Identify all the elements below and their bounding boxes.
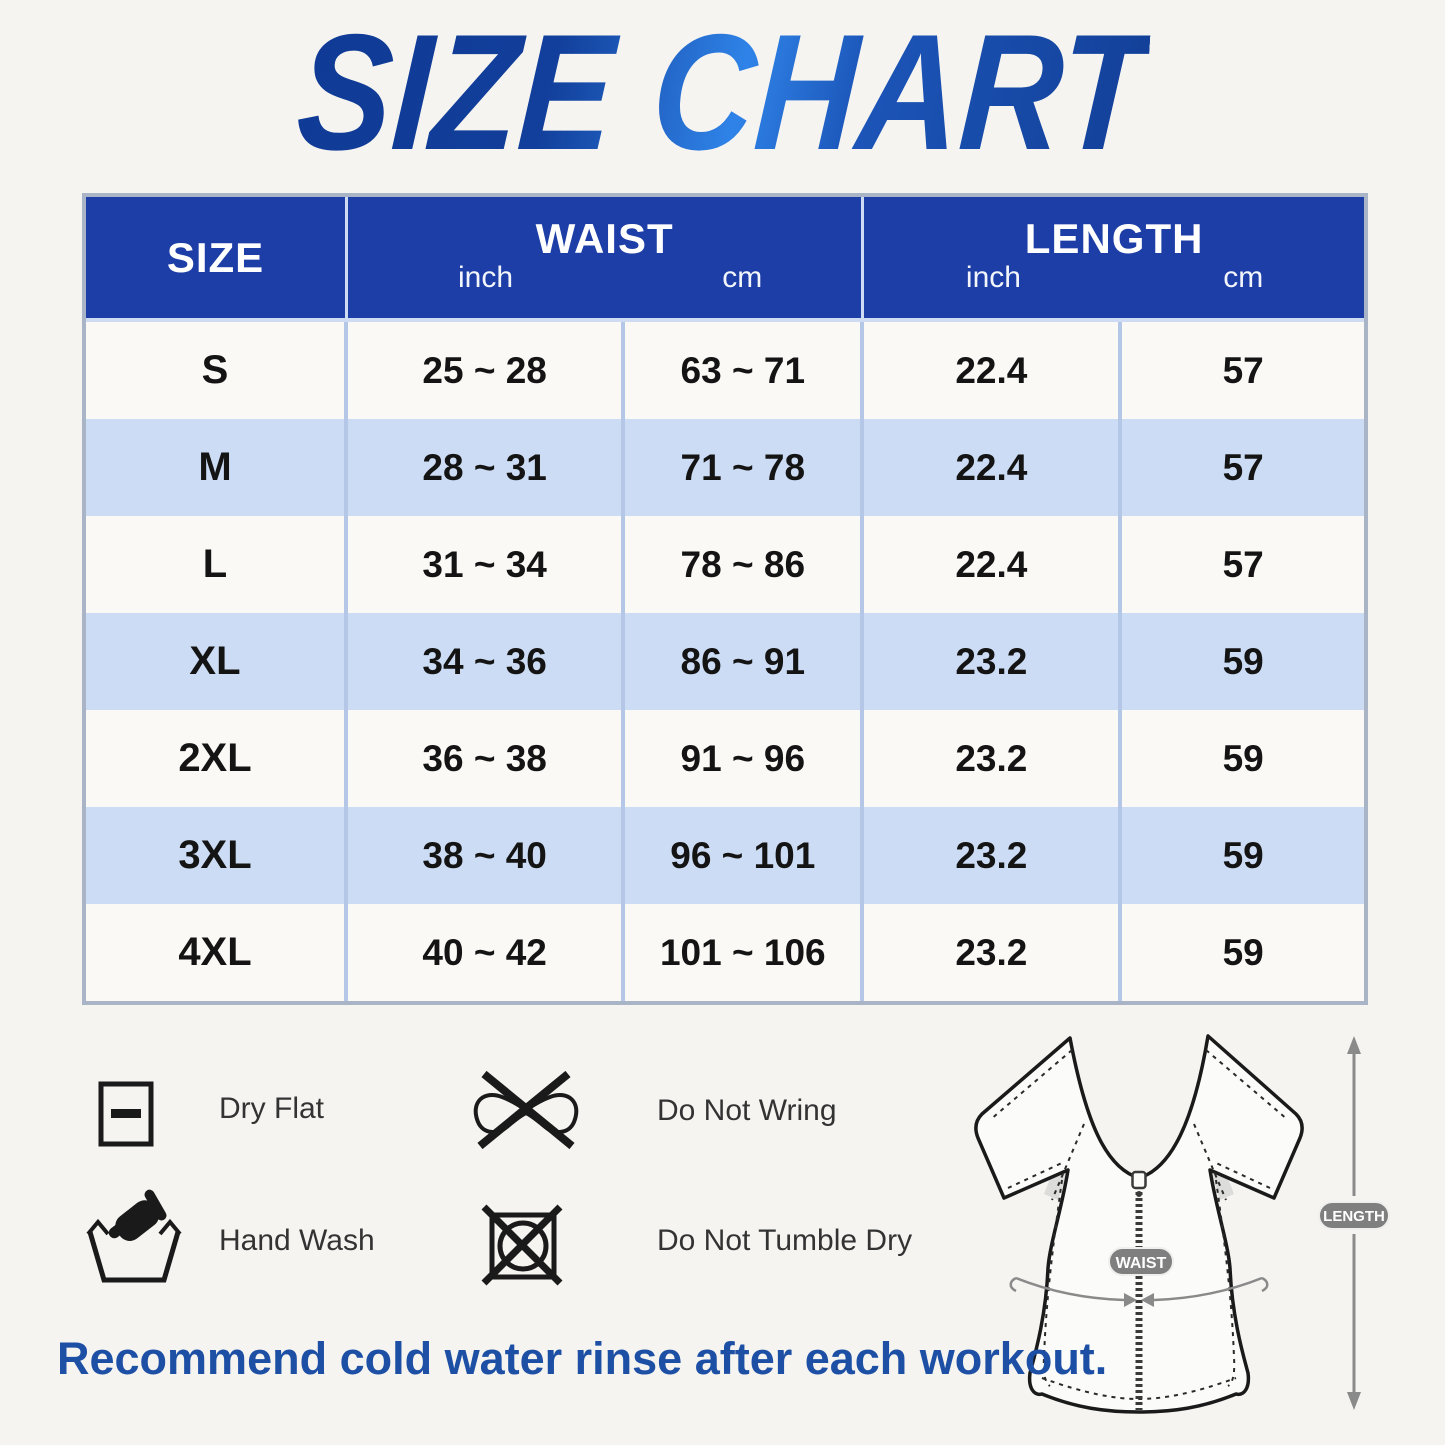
waist-units-row — [348, 261, 861, 295]
waist-cm-cell: 96 ~ 101 — [625, 807, 864, 904]
length-inch-cell: 22.4 — [864, 322, 1122, 419]
care-label-dry-flat: Dry Flat — [219, 1092, 324, 1125]
length-cm-cell: 59 — [1122, 710, 1364, 807]
column-header-length — [864, 197, 1364, 322]
length-pill-label: LENGTH — [1323, 1208, 1385, 1225]
care-label-do-not-tumble-dry: Do Not Tumble Dry — [657, 1224, 913, 1257]
length-cm-cell: 57 — [1122, 322, 1364, 419]
waist-unit-cm: cm — [722, 261, 763, 294]
dry-flat-icon — [98, 1081, 154, 1147]
length-inch-cell: 22.4 — [864, 516, 1122, 613]
length-inch-cell: 23.2 — [864, 807, 1122, 904]
length-unit-inch: inch — [965, 261, 1021, 294]
length-pill — [1319, 1202, 1389, 1229]
size-cell: 2XL — [86, 710, 348, 807]
waist-inch-cell: 34 ~ 36 — [348, 613, 625, 710]
page-title: SIZE CHART — [292, 0, 1153, 184]
waist-pill-label: WAIST — [1115, 1255, 1167, 1272]
do-not-wring-icon — [468, 1068, 584, 1152]
column-header-size — [86, 197, 348, 322]
length-units-row — [864, 261, 1364, 295]
care-label-do-not-wring: Do Not Wring — [657, 1094, 837, 1127]
waist-header-label: WAIST — [535, 215, 674, 262]
waist-inch-cell: 38 ~ 40 — [348, 807, 625, 904]
waist-cm-cell: 63 ~ 71 — [625, 322, 864, 419]
size-cell: 4XL — [86, 904, 348, 1001]
size-header-label: SIZE — [166, 233, 265, 281]
length-cm-cell: 59 — [1122, 807, 1364, 904]
length-cm-cell: 59 — [1122, 613, 1364, 710]
length-inch-cell: 23.2 — [864, 613, 1122, 710]
waist-cm-cell: 91 ~ 96 — [625, 710, 864, 807]
length-inch-cell: 23.2 — [864, 710, 1122, 807]
size-cell: L — [86, 516, 348, 613]
hand-wash-icon — [86, 1184, 182, 1284]
length-header-label: LENGTH — [1024, 215, 1204, 262]
length-cm-cell: 57 — [1122, 419, 1364, 516]
page-title-wrap — [0, 0, 1445, 184]
waist-inch-cell: 25 ~ 28 — [348, 322, 625, 419]
size-chart-table — [82, 193, 1368, 1005]
size-cell: M — [86, 419, 348, 516]
waist-cm-cell: 78 ~ 86 — [625, 516, 864, 613]
column-header-waist — [348, 197, 864, 322]
waist-inch-cell: 36 ~ 38 — [348, 710, 625, 807]
waist-cm-cell: 101 ~ 106 — [625, 904, 864, 1001]
size-cell: 3XL — [86, 807, 348, 904]
waist-inch-cell: 31 ~ 34 — [348, 516, 625, 613]
waist-inch-cell: 28 ~ 31 — [348, 419, 625, 516]
length-unit-cm: cm — [1223, 261, 1264, 294]
size-cell: S — [86, 322, 348, 419]
waist-unit-inch: inch — [458, 261, 514, 294]
length-inch-cell: 22.4 — [864, 419, 1122, 516]
length-inch-cell: 23.2 — [864, 904, 1122, 1001]
length-cm-cell: 57 — [1122, 516, 1364, 613]
waist-pill — [1109, 1248, 1173, 1275]
do-not-tumble-dry-icon — [480, 1203, 564, 1287]
size-cell: XL — [86, 613, 348, 710]
care-label-hand-wash: Hand Wash — [219, 1224, 375, 1257]
waist-inch-cell: 40 ~ 42 — [348, 904, 625, 1001]
waist-cm-cell: 71 ~ 78 — [625, 419, 864, 516]
length-cm-cell: 59 — [1122, 904, 1364, 1001]
waist-cm-cell: 86 ~ 91 — [625, 613, 864, 710]
footer-note: Recommend cold water rinse after each workout. — [57, 1333, 1108, 1384]
